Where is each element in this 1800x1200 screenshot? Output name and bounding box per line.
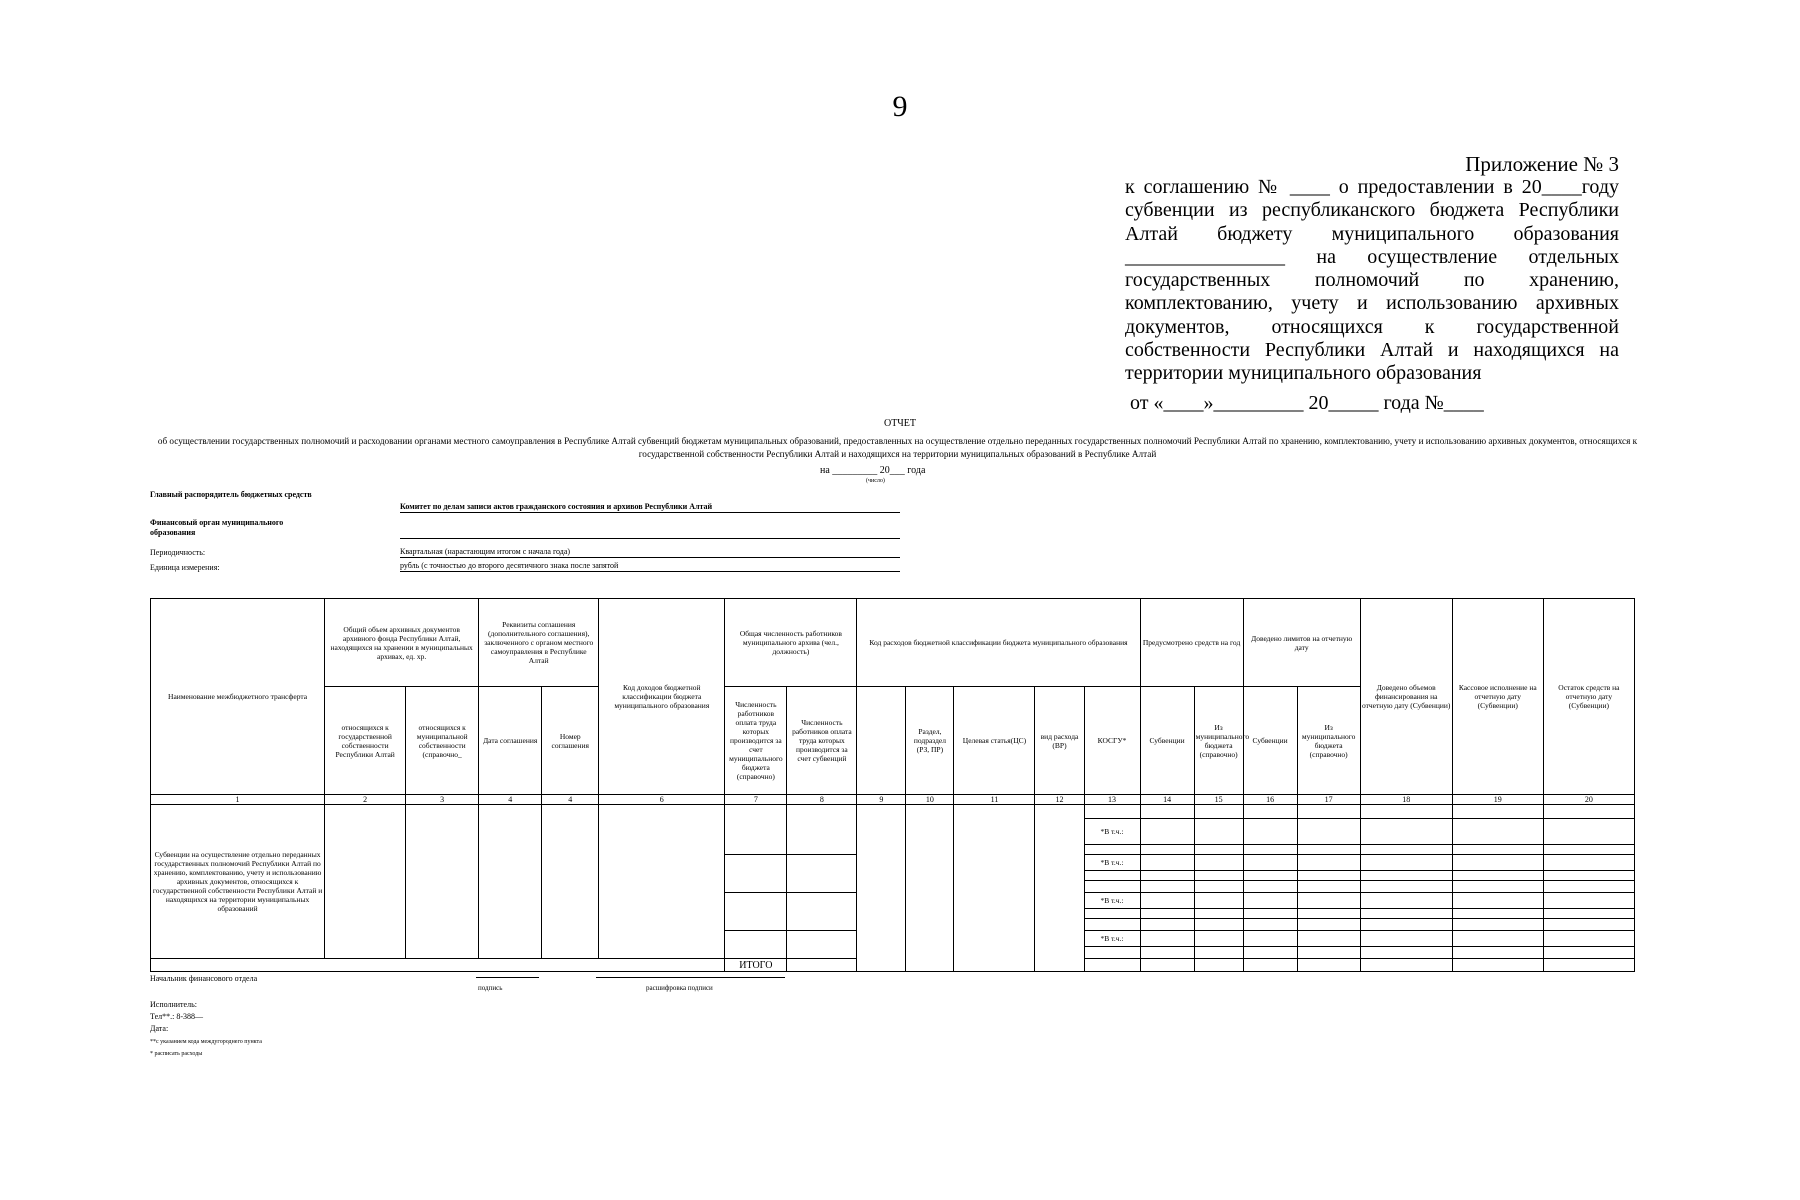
col-num: 14 <box>1140 795 1194 805</box>
cell-section[interactable] <box>906 805 954 972</box>
cell[interactable] <box>1360 893 1452 909</box>
cell[interactable] <box>1543 947 1634 959</box>
appendix-line: ________________ на осуществление отдельных <box>1125 245 1619 268</box>
cell-volume-muni[interactable] <box>406 805 479 959</box>
cell[interactable] <box>1140 909 1194 919</box>
header-income-code: Код доходов бюджетной классификации бюджета муниципального образования <box>599 599 725 795</box>
appendix-line: государственных полномочий по хранению, <box>1125 269 1619 292</box>
col-num: 20 <box>1543 795 1634 805</box>
header-exp-type: вид расхода (ВР) <box>1035 687 1084 795</box>
cell[interactable] <box>1452 845 1543 855</box>
cell[interactable] <box>1243 871 1297 881</box>
head-label: Начальник финансового отдела <box>150 974 258 983</box>
col-num: 18 <box>1360 795 1452 805</box>
cell[interactable] <box>1452 881 1543 893</box>
appendix-line: собственности Республики Алтай и находящихся на <box>1125 339 1619 362</box>
cell[interactable] <box>1452 959 1543 972</box>
cell-staff-budget[interactable] <box>725 805 787 855</box>
header-planned-subv: Субвенции <box>1140 687 1194 795</box>
header-planned: Предусмотрено средств на год <box>1140 599 1243 687</box>
report-date-line: на _________ 20___ года <box>820 465 926 476</box>
header-expense-code: Код расходов бюджетной классификации бюджета муниципального образования <box>857 599 1140 687</box>
cell[interactable] <box>1360 919 1452 931</box>
header-volume-muni: относящихся к муниципальной собственности (справочно_ <box>406 687 479 795</box>
cell[interactable] <box>1194 909 1243 919</box>
cell-staff-budget[interactable] <box>725 855 787 893</box>
decode-caption: расшифровка подписи <box>646 984 713 992</box>
header-transfer-name: Наименование межбюджетного трансферта <box>151 599 325 795</box>
col-num: 9 <box>857 795 906 805</box>
col-num: 11 <box>954 795 1035 805</box>
cell[interactable] <box>1194 819 1243 845</box>
appendix-line: к соглашению № ____ о предоставлении в 20____году <box>1125 176 1619 198</box>
cell[interactable] <box>1543 909 1634 919</box>
cell[interactable] <box>1452 855 1543 871</box>
cell[interactable] <box>1140 893 1194 909</box>
header-blank <box>857 687 906 795</box>
cell[interactable] <box>1194 805 1243 819</box>
appendix-line: комплектованию, учету и использованию архивных <box>1125 292 1619 315</box>
cell[interactable] <box>1543 931 1634 947</box>
cell[interactable] <box>1543 819 1634 845</box>
kosgu-incl-label: *В т.ч.: <box>1084 855 1140 871</box>
cell-staff-budget[interactable] <box>725 931 787 959</box>
main-manager-label: Главный распорядитель бюджетных средств <box>150 490 312 499</box>
cell-kosgu[interactable] <box>1084 909 1140 919</box>
header-staff-subv: Численность работников оплата труда которых производится за счет субвенций <box>787 687 857 795</box>
col-num: 4 <box>479 795 542 805</box>
fin-body-value <box>400 528 900 539</box>
col-num: 10 <box>906 795 954 805</box>
header-staff-budget: Численность работников оплата труда которых производится за счет муниципального бюджета (справочно) <box>725 687 787 795</box>
header-agreement-number: Номер соглашения <box>542 687 599 795</box>
col-num: 19 <box>1452 795 1543 805</box>
cell-agreement-date[interactable] <box>479 805 542 959</box>
header-agreement-date: Дата соглашения <box>479 687 542 795</box>
cell[interactable] <box>1360 959 1452 972</box>
cell[interactable] <box>1543 881 1634 893</box>
cell[interactable] <box>1194 893 1243 909</box>
cell[interactable] <box>1360 871 1452 881</box>
appendix-line: документов, относящихся к государственной <box>1125 315 1619 338</box>
cell[interactable] <box>1297 931 1360 947</box>
unit-label: Единица измерения: <box>150 563 220 572</box>
cell-kosgu[interactable] <box>1084 919 1140 931</box>
page-number: 9 <box>892 90 908 123</box>
unit-value: рубль (с точностью до второго десятичного знака после запятой <box>400 561 900 572</box>
cell[interactable] <box>1243 947 1297 959</box>
cell-blank[interactable] <box>857 805 906 972</box>
report-table <box>150 598 1635 972</box>
cell[interactable] <box>1543 893 1634 909</box>
total-label: ИТОГО <box>725 959 787 972</box>
col-num: 8 <box>787 795 857 805</box>
appendix-line: Алтай бюджету муниципального образования <box>1125 222 1619 245</box>
cell[interactable] <box>1140 919 1194 931</box>
col-num: 3 <box>406 795 479 805</box>
cell[interactable] <box>1140 947 1194 959</box>
cell-target[interactable] <box>954 805 1035 972</box>
cell[interactable] <box>1297 819 1360 845</box>
cell-volume-state[interactable] <box>325 805 406 959</box>
column-number-row <box>151 795 1635 805</box>
cell[interactable] <box>1140 855 1194 871</box>
header-cash: Кассовое исполнение на отчетную дату (Субвенции) <box>1452 599 1543 795</box>
cell[interactable] <box>1140 805 1194 819</box>
appendix-text <box>1125 176 1619 386</box>
cell-exp-type[interactable] <box>1035 805 1084 972</box>
report-subtitle: об осуществлении государственных полномочий и расходовании органами местного самоуправления в Республике Алтай субвенций бюджетам муниципальных образований, предоставленных на осуществление отдельно переданных государственных полномочий Республики Алтай по хранению, комплектованию, учету и использованию архивных документов, относящихся к государственной собственности Республики Алтай и находящихся на территории муниципальных образований в Республике Алтай <box>157 436 1638 459</box>
report-title: ОТЧЕТ <box>883 418 917 429</box>
appendix-title: Приложение № 3 <box>1465 152 1619 176</box>
cell[interactable] <box>1243 931 1297 947</box>
executor-label: Исполнитель: <box>150 1000 197 1009</box>
col-num: 4 <box>542 795 599 805</box>
cell-total-kosgu[interactable] <box>1084 959 1140 972</box>
header-staff: Общая численность работников муниципального архива (чел., должность) <box>725 599 857 687</box>
appendix-date-line: от «____»_________ 20_____ года №____ <box>1130 392 1484 414</box>
cell[interactable] <box>1243 893 1297 909</box>
col-num: 7 <box>725 795 787 805</box>
cell[interactable] <box>1360 805 1452 819</box>
footnote-2: * расписать расходы <box>150 1051 203 1057</box>
header-target: Целевая статья(ЦС) <box>954 687 1035 795</box>
cell[interactable] <box>1452 919 1543 931</box>
cell[interactable] <box>1360 845 1452 855</box>
cell-kosgu[interactable] <box>1084 845 1140 855</box>
decode-line[interactable] <box>596 977 785 978</box>
table-row <box>151 805 1635 819</box>
cell[interactable] <box>1243 845 1297 855</box>
cell-staff-budget[interactable] <box>725 893 787 931</box>
header-section: Раздел, подраздел (РЗ, ПР) <box>906 687 954 795</box>
header-volume-state: относящихся к государственной собственности Республики Алтай <box>325 687 406 795</box>
cell[interactable] <box>1297 805 1360 819</box>
cell[interactable] <box>1194 845 1243 855</box>
cell[interactable] <box>1243 919 1297 931</box>
header-agreement: Реквизиты соглашения (дополнительного соглашения), заключенного с органом местного самоуправления в Республике Алтай <box>479 599 599 687</box>
cell-staff-subv[interactable] <box>787 805 857 855</box>
cell[interactable] <box>1140 871 1194 881</box>
cell[interactable] <box>1297 871 1360 881</box>
kosgu-incl-label: *В т.ч.: <box>1084 893 1140 909</box>
cell[interactable] <box>1543 919 1634 931</box>
col-num: 16 <box>1243 795 1297 805</box>
cell[interactable] <box>1194 931 1243 947</box>
header-limits: Доведено лимитов на отчетную дату <box>1243 599 1360 687</box>
main-manager-value: Комитет по делам записи актов гражданского состояния и архивов Республики Алтай <box>400 502 900 513</box>
cell[interactable] <box>1297 959 1360 972</box>
cell[interactable] <box>1297 893 1360 909</box>
header-planned-muni: Из муниципального бюджета (справочно) <box>1194 687 1243 795</box>
cell[interactable] <box>1543 805 1634 819</box>
header-balance: Остаток средств на отчетную дату (Субвенции) <box>1543 599 1634 795</box>
cell[interactable] <box>1360 931 1452 947</box>
cell[interactable] <box>1452 893 1543 909</box>
cell[interactable] <box>1360 947 1452 959</box>
signature-line[interactable] <box>476 977 539 978</box>
fin-body-label: Финансовый орган муниципального образования <box>150 518 284 537</box>
cell[interactable] <box>1452 871 1543 881</box>
col-num: 6 <box>599 795 725 805</box>
signature-caption: подпись <box>478 984 503 992</box>
cell[interactable] <box>1543 855 1634 871</box>
cell[interactable] <box>1194 947 1243 959</box>
cell[interactable] <box>1297 855 1360 871</box>
date-label: Дата: <box>150 1024 169 1033</box>
appendix-line: территории муниципального образования <box>1125 362 1482 385</box>
appendix-line: субвенции из республиканского бюджета Республики <box>1125 199 1619 222</box>
cell-agreement-number[interactable] <box>542 805 599 959</box>
cell[interactable] <box>1194 881 1243 893</box>
cell-kosgu[interactable] <box>1084 871 1140 881</box>
row-transfer-name: Субвенции на осуществление отдельно переданных государственных полномочий Республики Алтай по хранению, комплектованию, учету и использованию архивных документов, относящихся к государственной собственности Республики Алтай и находящихся на территории муниципальных образований <box>151 805 325 959</box>
cell-staff-subv[interactable] <box>787 931 857 959</box>
cell[interactable] <box>1140 819 1194 845</box>
kosgu-incl-label: *В т.ч.: <box>1084 819 1140 845</box>
cell-kosgu[interactable] <box>1084 881 1140 893</box>
cell[interactable] <box>1140 845 1194 855</box>
report-date-note: (число) <box>866 478 885 484</box>
cell-kosgu[interactable] <box>1084 805 1140 819</box>
cell[interactable] <box>1543 871 1634 881</box>
header-limits-subv: Субвенции <box>1243 687 1297 795</box>
cell[interactable] <box>1140 931 1194 947</box>
cell-staff-subv[interactable] <box>787 855 857 893</box>
cell[interactable] <box>1297 909 1360 919</box>
cell[interactable] <box>1543 959 1634 972</box>
header-limits-muni: Из муниципального бюджета (справочно) <box>1297 687 1360 795</box>
footnote-1: **с указанием кода междугороднего пункта <box>150 1039 262 1045</box>
cell[interactable] <box>1543 845 1634 855</box>
cell[interactable] <box>1243 959 1297 972</box>
cell[interactable] <box>1243 909 1297 919</box>
cell[interactable] <box>1243 805 1297 819</box>
col-num: 17 <box>1297 795 1360 805</box>
cell[interactable] <box>1452 819 1543 845</box>
cell-kosgu[interactable] <box>1084 947 1140 959</box>
cell[interactable] <box>1194 919 1243 931</box>
cell[interactable] <box>1194 959 1243 972</box>
cell[interactable] <box>1452 931 1543 947</box>
cell[interactable] <box>1452 909 1543 919</box>
cell-total-staff-subv[interactable] <box>787 959 857 972</box>
col-num: 2 <box>325 795 406 805</box>
phone-label: Тел**.: 8-388— <box>150 1012 204 1021</box>
header-kosgu: КОСГУ* <box>1084 687 1140 795</box>
cell[interactable] <box>1243 855 1297 871</box>
cell[interactable] <box>1297 947 1360 959</box>
col-num: 13 <box>1084 795 1140 805</box>
cell[interactable] <box>1243 819 1297 845</box>
cell[interactable] <box>1297 845 1360 855</box>
cell[interactable] <box>1140 959 1194 972</box>
cell[interactable] <box>1360 819 1452 845</box>
cell[interactable] <box>1360 909 1452 919</box>
cell[interactable] <box>1194 871 1243 881</box>
kosgu-incl-label: *В т.ч.: <box>1084 931 1140 947</box>
cell[interactable] <box>1297 881 1360 893</box>
cell[interactable] <box>1452 947 1543 959</box>
header-financed: Доведено объемов финансирования на отчетную дату (Субвенции) <box>1360 599 1452 795</box>
cell[interactable] <box>1140 881 1194 893</box>
cell[interactable] <box>1360 855 1452 871</box>
col-num: 12 <box>1035 795 1084 805</box>
cell-income-code[interactable] <box>599 805 725 959</box>
col-num: 1 <box>151 795 325 805</box>
total-spacer <box>151 959 725 972</box>
period-label: Периодичность: <box>150 548 206 557</box>
cell[interactable] <box>1360 881 1452 893</box>
cell[interactable] <box>1243 881 1297 893</box>
col-num: 15 <box>1194 795 1243 805</box>
header-archive-volume: Общий объем архивных документов архивного фонда Республики Алтай, находящихся на хранении в муниципальных архивах, ед. хр. <box>325 599 479 687</box>
period-value: Квартальная (нарастающим итогом с начала года) <box>400 547 900 558</box>
cell[interactable] <box>1194 855 1243 871</box>
cell-staff-subv[interactable] <box>787 893 857 931</box>
cell[interactable] <box>1452 805 1543 819</box>
cell[interactable] <box>1297 919 1360 931</box>
